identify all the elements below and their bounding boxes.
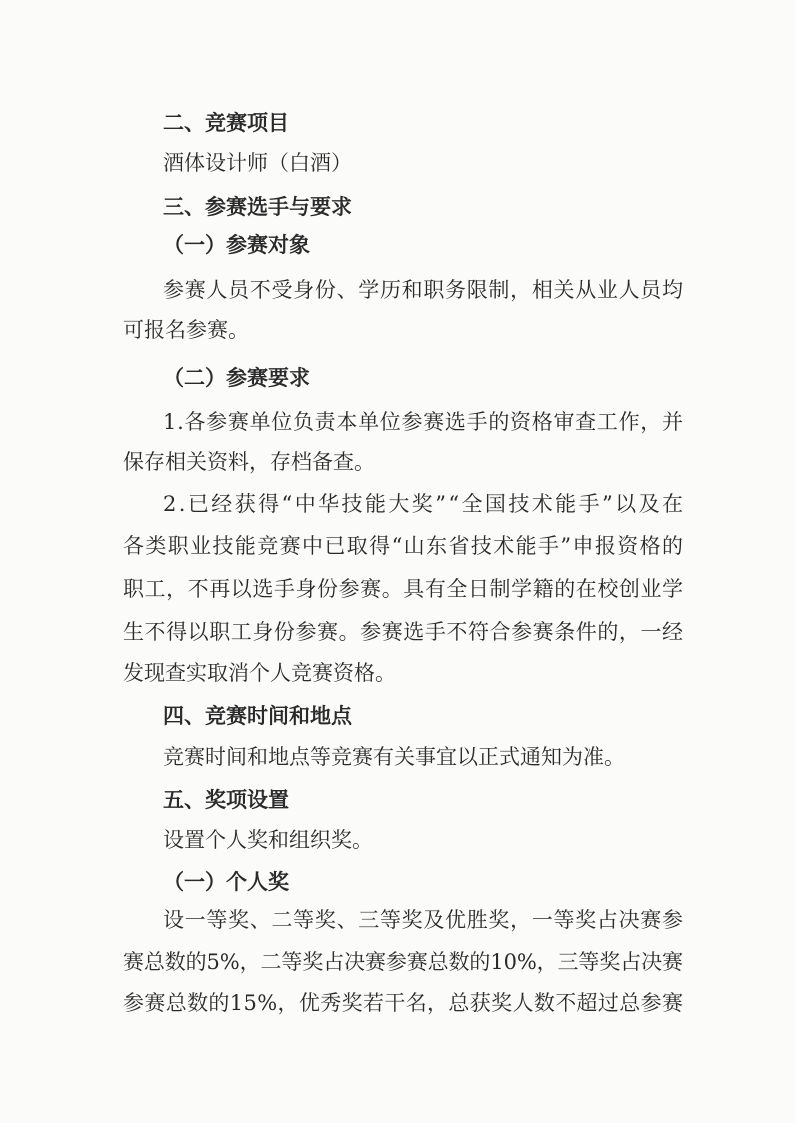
competition-item-text: 酒体设计师（白酒） (163, 151, 352, 175)
paragraph-line: 参赛总数的15%，优秀奖若干名，总获奖人数不超过总参赛 (123, 991, 684, 1015)
subheading-participant-requirements: （二）参赛要求 (163, 365, 310, 390)
paragraph-line: 保存相关资料，存档备查。 (123, 450, 375, 474)
section-heading-participants: 三、参赛选手与要求 (163, 195, 352, 219)
subheading-individual-awards: （一）个人奖 (163, 870, 289, 894)
subheading-participant-target: （一）参赛对象 (163, 232, 310, 257)
section-heading-awards: 五、奖项设置 (163, 788, 289, 812)
paragraph-line: 生不得以职工身份参赛。参赛选手不符合参赛条件的，一经 (123, 620, 684, 644)
paragraph-line: 赛总数的5%，二等奖占决赛参赛总数的10%，三等奖占决赛 (123, 950, 683, 974)
paragraph-line: 2.已经获得“中华技能大奖”“全国技术能手”以及在 (163, 492, 686, 516)
paragraph-line: 职工，不再以选手身份参赛。具有全日制学籍的在校创业学 (123, 577, 684, 601)
paragraph-line: 设一等奖、二等奖、三等奖及优胜奖，一等奖占决赛参 (163, 908, 684, 932)
section-heading-competition-item: 二、竞赛项目 (163, 111, 289, 135)
section-heading-time-location: 四、竞赛时间和地点 (163, 704, 352, 728)
paragraph-line: 发现查实取消个人竞赛资格。 (123, 661, 396, 685)
awards-text: 设置个人奖和组织奖。 (163, 828, 373, 852)
paragraph-line: 参赛人员不受身份、学历和职务限制，相关从业人员均 (163, 278, 684, 302)
time-location-text: 竞赛时间和地点等竞赛有关事宜以正式通知为准。 (163, 745, 625, 769)
paragraph-line: 各类职业技能竞赛中已取得“山东省技术能手”申报资格的 (123, 534, 685, 558)
paragraph-line: 1.各参赛单位负责本单位参赛选手的资格审查工作，并 (163, 410, 684, 434)
paragraph-line: 可报名参赛。 (123, 318, 249, 342)
